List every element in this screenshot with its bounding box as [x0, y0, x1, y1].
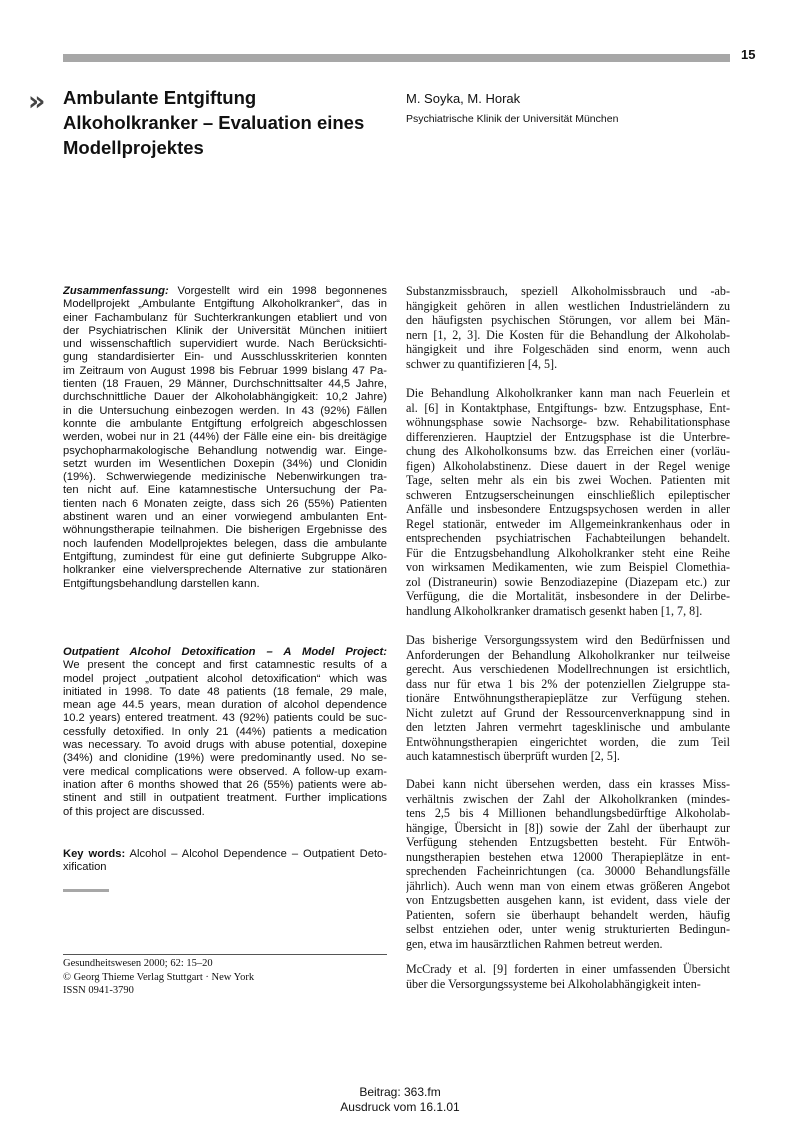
- title-line: Ambulante Entgiftung: [63, 87, 257, 108]
- text-line: McCrady et al. [9] forderten in einer umfassenden Übersicht: [406, 962, 730, 976]
- text-line: auch katamnestisch überprüft wurden [2, 5].: [406, 749, 620, 763]
- text-line: stinent and still in outpatient treatment. Further implications: [63, 792, 387, 805]
- text-line: durchschnittliche Dauer der Alkoholabhängigkeit: 10,2 Jahre): [63, 391, 387, 404]
- lead-text: Vorgestellt wird ein 1998 begonnenes: [168, 285, 387, 297]
- text-line: werden, wobei nur in 21 (44%) der Fälle eine ein- bis dreitägige: [63, 431, 387, 444]
- text-line: (19%). Schwerwiegende medizinische Nebenwirkungen tra-: [63, 471, 387, 484]
- text-line: of this project are discussed.: [63, 805, 205, 818]
- citation-block: [63, 957, 254, 998]
- text-line: model project „outpatient alcohol detoxification“ which was: [63, 672, 387, 685]
- text-line: Anfälle und insbesondere Entzugspsychosen werden in aller: [406, 502, 730, 516]
- text-line: wöhnungstherapie teilnahmen. Die bisherigen Ergebnisse des: [63, 524, 387, 537]
- text-line: al. [6] in Kontaktphase, Entgiftungs- bzw. Entzugsphase, Ent-: [406, 400, 730, 415]
- text-line: Für die Entzugsbehandlung Alkoholkranker steht eine Reihe: [406, 545, 730, 560]
- body-paragraph: [406, 386, 730, 618]
- affiliation: Psychiatrische Klinik der Universität München: [406, 113, 619, 125]
- text-line: hängige, Übersicht in [8]) sowie der Zahl der überhaupt zur: [406, 820, 730, 835]
- text-line: tionäre Entwöhnungstherapieplätze zur Verfügung stehen.: [406, 691, 730, 705]
- text-line: mean age 44.5 years, mean duration of alcohol dependence: [63, 699, 387, 712]
- footer-file: Beitrag: 363.fm: [359, 1085, 441, 1099]
- text-line: was necessary. To avoid drugs with abuse potential, doxepine: [63, 739, 387, 752]
- text-line: nungstherapien bestehen etwa 12000 Therapieplätze in ent-: [406, 849, 730, 864]
- text-line: sprechenden Facheinrichtungen (ca. 30000 Behandlungsfälle: [406, 864, 730, 878]
- print-footer: [0, 1085, 800, 1115]
- title-line: Modellprojektes: [63, 137, 204, 158]
- text-line: chung des Alkoholkonsums bzw. das Erreichen einer (vorläu-: [406, 444, 730, 458]
- text-line: xification: [63, 861, 107, 874]
- text-line: in die Untersuchung einbezogen werden. In 43 (92%) Fällen: [63, 404, 387, 417]
- text-line: von Entzugsbetten ausgehen kann, ist evident, dass viele der: [406, 893, 730, 907]
- text-line: hängigkeit und ihre Folgeschäden sind enorm, wenn auch: [406, 342, 730, 356]
- text-line: schweren Entzugserscheinungen einschließlich epileptischer: [406, 487, 730, 502]
- footer-date: Ausdruck vom 16.1.01: [340, 1100, 460, 1114]
- body-paragraph: [406, 284, 730, 371]
- text-line: Patienten, sofern sie überhaupt behandelt werden, häufig: [406, 907, 730, 922]
- text-line: verhältnis zwischen der Zahl der Alkoholkranken (mindes-: [406, 791, 730, 806]
- text-line: Regel stationär, entweder im Allgemeinkrankenhaus oder in: [406, 516, 730, 531]
- title-line: Alkoholkranker – Evaluation eines: [63, 112, 365, 133]
- text-line: zol (Distraneurin) sowie Benzodiazepine (Diazepam etc.) zur: [406, 574, 730, 589]
- text-line: cessfully detoxified. In only 21 (44%) patients a medication: [63, 725, 387, 738]
- text-line: Modellprojekt „Ambulante Entgiftung Alkoholkranker“, das in: [63, 298, 387, 311]
- body-paragraph: [406, 777, 730, 951]
- keywords-rule: [63, 889, 109, 892]
- text-line: dass nur für etwa 1 bis 2% der potenziellen Zielgruppe sta-: [406, 676, 730, 691]
- text-line: We present the concept and first catamnestic results of a: [63, 659, 387, 672]
- citation-publisher: © Georg Thieme Verlag Stuttgart · New York: [63, 971, 255, 983]
- text-line: psychopharmakologische Behandlung notwendig war. Einge-: [63, 444, 387, 457]
- text-line: nern [1, 2, 3]. Die Kosten für die Behandlung der Alkoholab-: [406, 327, 730, 342]
- text-line: im Zeitraum von August 1998 bis Februar 1999 bislang 47 Pa-: [63, 364, 387, 377]
- text-line: gerecht. Aus verschiedenen Modellrechnungen ist ersichtlich,: [406, 662, 730, 676]
- text-line: Das bisherige Versorgungssystem wird den Bedürfnissen und: [406, 633, 730, 647]
- body-paragraph: [406, 962, 730, 991]
- text-line: den letzten Jahren vermehrt tagesklinische und ambulante: [406, 720, 730, 734]
- text-line: ten nicht auf. Eine katamnestische Untersuchung der Pa-: [63, 484, 387, 497]
- text-line: tienten nach 6 Monaten zeigte, dass sich 26 (55%) Patienten: [63, 497, 387, 510]
- text-line: Substanzmissbrauch, speziell Alkoholmissbrauch und -ab-: [406, 284, 730, 298]
- text-line: 10.2 years) entered treatment. 43 (92%) patients could be suc-: [63, 712, 387, 725]
- text-line: vere medical complications were observed. A follow-up exam-: [63, 765, 387, 778]
- text-line: handlung Alkoholkranker dramatisch gesenkt haben [1, 7, 8].: [406, 603, 703, 618]
- text-line: wöhnungsphase sowie Nachsorge- bzw. Rehabilitationsphase: [406, 415, 730, 429]
- abstract-english-heading: Outpatient Alcohol Detoxification – A Model Project:: [63, 646, 387, 658]
- text-line: [63, 848, 387, 861]
- lead-label: Key words:: [63, 848, 126, 860]
- text-line: und wissenschaftlich supervidiert wurde. Nach Berücksichti-: [63, 338, 387, 351]
- citation-journal: Gesundheitswesen 2000; 62: 15–20: [63, 958, 213, 969]
- text-line: initiated in 1998. To date 48 patients (18 female, 29 male,: [63, 685, 387, 698]
- text-line: Entwöhnungstherapien eingerichtet worden, die zum Teil: [406, 734, 730, 749]
- text-line: Nicht zuletzt auf Grund der Ressourcenverknappung sind in: [406, 705, 730, 720]
- text-line: den häufigsten psychischen Störungen, vor allem bei Män-: [406, 313, 730, 327]
- text-line: abstinent waren und an einer vorwiegend ambulanten Ent-: [63, 511, 387, 524]
- text-line: tens 2,5 bis 4 Millionen behandlungsbedürftige Alkoholab-: [406, 806, 730, 820]
- text-line: entsprechenden psychiatrischen Fachabteilungen behandelt.: [406, 531, 730, 545]
- text-line: Dabei kann nicht übersehen werden, dass ein krasses Miss-: [406, 777, 730, 791]
- abstract-german: [63, 285, 387, 591]
- text-line: konnte die ambulante Entgiftung erfolgreich abgeschlossen: [63, 417, 387, 430]
- text-line: gen, etwa im hausärztlichen Rahmen betreut werden.: [406, 936, 663, 951]
- authors: M. Soyka, M. Horak: [406, 91, 521, 106]
- text-line: über die Versorgungssysteme bei Alkoholabhängigkeit inten-: [406, 976, 701, 991]
- text-line: tienten (18 Frauen, 29 Männer, Durchschnittsalter 44,5 Jahre,: [63, 378, 387, 391]
- text-line: selbst entziehen oder, unter wenig strukturierten Bedingun-: [406, 922, 730, 936]
- lead-text: Alcohol – Alcohol Dependence – Outpatient Deto-: [125, 848, 387, 860]
- text-line: holkranker eine vielversprechende Alternative zur stationären: [63, 564, 387, 577]
- text-line: gung standardisierter Ein- und Ausschlusskriterien konnten: [63, 351, 387, 364]
- text-line: einer Fachambulanz für Suchterkrankungen etabliert und von: [63, 311, 387, 324]
- text-line: der Psychiatrischen Klinik der Universität München initiiert: [63, 324, 387, 337]
- text-line: hängigkeit gehören in allen westlichen Industrieländern zu: [406, 298, 730, 313]
- section-marker-icon: »: [28, 86, 39, 117]
- citation-issn: ISSN 0941-3790: [63, 985, 134, 996]
- text-line: Verfügung stehenden Entzugsbetten besteht. Für Entwöh-: [406, 835, 730, 849]
- article-title: [63, 85, 393, 160]
- text-line: noch laufenden Modellprojektes belegen, dass die ambulante: [63, 537, 387, 550]
- text-line: ination after 6 months showed that 26 (55%) patients were ab-: [63, 778, 387, 791]
- text-line: Entgiftungsbehandlung darstellen kann.: [63, 577, 260, 590]
- text-line: Verfügung, die die Mortalität, insbesondere in der Delirbe-: [406, 589, 730, 603]
- citation-rule: [63, 954, 387, 955]
- text-line: Entgiftung, zumindest für eine gut definierte Subgruppe Alko-: [63, 550, 387, 563]
- text-line: setzt wurden im Wesentlichen Doxepin (34%) und Clonidin: [63, 457, 387, 470]
- text-line: von wirksamen Medikamenten, wie zum Beispiel Clomethia-: [406, 560, 730, 574]
- text-line: differenzieren. Hauptziel der Entzugsphase ist die Unterbre-: [406, 429, 730, 444]
- header-rule: [63, 54, 730, 62]
- text-line: [63, 285, 387, 298]
- keywords: [63, 848, 387, 875]
- text-line: (34%) and clonidine (19%) were predominantly used. No se-: [63, 752, 387, 765]
- text-line: schwer zu quantifizieren [4, 5].: [406, 356, 558, 371]
- page-number: 15: [741, 47, 756, 62]
- lead-label: Zusammenfassung:: [63, 285, 169, 297]
- abstract-english: [63, 646, 387, 819]
- text-line: figen) Alkoholabstinenz. Diese dauert in der Regel wenige: [406, 458, 730, 473]
- body-paragraph: [406, 633, 730, 764]
- text-line: Tage, selten mehr als ein bis zwei Wochen. Patienten mit: [406, 473, 730, 487]
- text-line: jährlich). Auch wenn man von einem etwas größeren Angebot: [406, 878, 730, 893]
- text-line: Anforderungen der Behandlung Alkoholkranker nur teilweise: [406, 647, 730, 662]
- text-line: Die Behandlung Alkoholkranker kann man nach Feuerlein et: [406, 386, 730, 400]
